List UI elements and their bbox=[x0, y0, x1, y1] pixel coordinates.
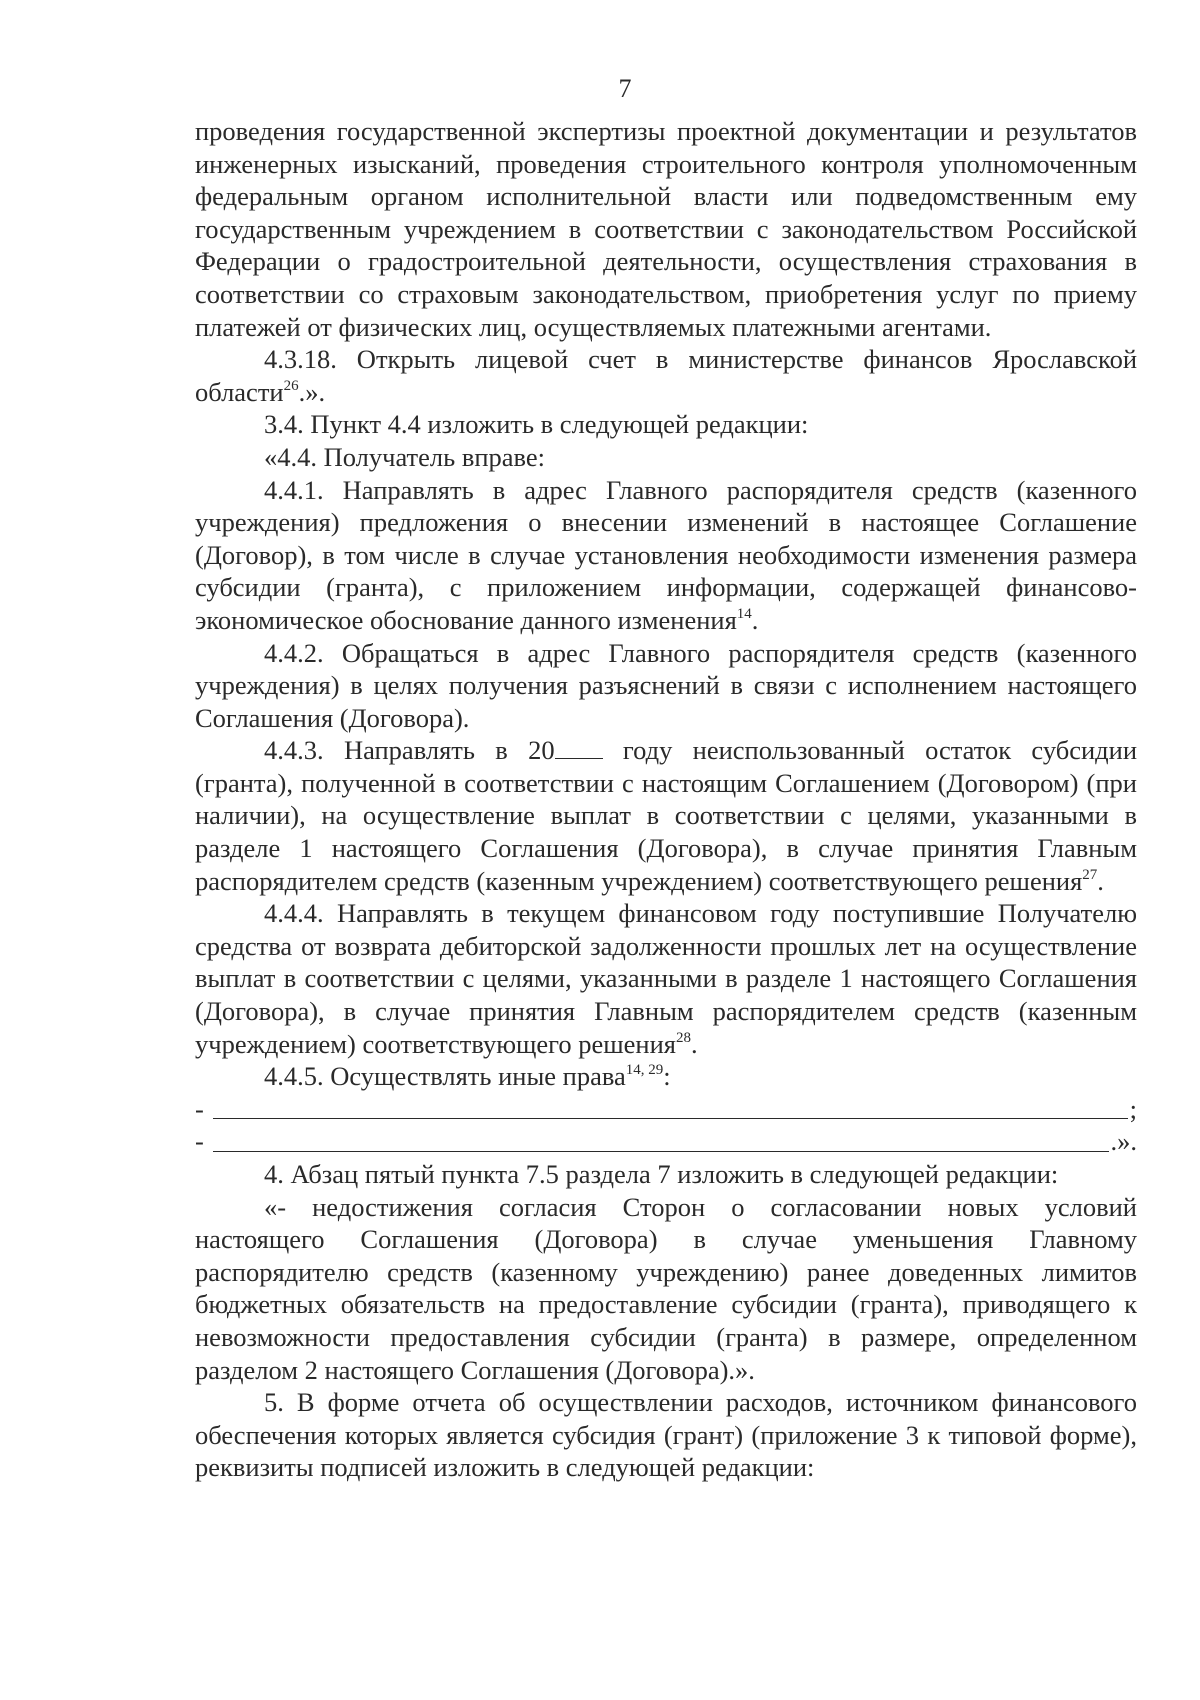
underline-rule bbox=[213, 1118, 1128, 1119]
paragraph-3-4: 3.4. Пункт 4.4 изложить в следующей редакции: bbox=[264, 409, 809, 440]
paragraph-4-4-1: 4.4.1. Направлять в адрес Главного распорядителя средств (казенного учреждения) предложения о внесении изменений в настоящее Соглашение (Договор), в том числе в случае установления необходимости изменения размера субсидии (гранта), с приложением информации, содержащей финансово-экономическое обоснование данного изменения$^{14}$. bbox=[195, 474, 1137, 635]
underline-rule bbox=[213, 1151, 1109, 1152]
paragraph-4-4-3: 4.4.3. Направлять в 20 году неиспользованный остаток субсидии (гранта), полученной в соответствии с настоящим Соглашением (Договором) (при наличии), на осуществление выплат в соответствии с целями, указанными в разделе 1 настоящего Соглашения (Договора), в случае принятия Главным распорядителем средств (казенным учреждением) соответствующего решения$^{27}$. bbox=[195, 735, 1138, 896]
paragraph-continuation: проведения государственной экспертизы проектной документации и результатов инженерных изысканий, проведения строительного контроля уполномоченным федеральным органом исполнительной власти или подведомственным ему государственным учреждением в соответствии с законодательством Российской Федерации о градостроительной деятельности, осуществления страхования в соответствии со страховым законодательством, приобретения услуг по приему платежей от физических лиц, осуществляемых платежными агентами. bbox=[195, 116, 1137, 342]
paragraph-4-4-4: 4.4.4. Направлять в текущем финансовом году поступившие Получателю средства от возврата дебиторской задолженности прошлых лет на осуществление выплат в соответствии с целями, указанными в разделе 1 настоящего Соглашения (Договора), в случае принятия Главным распорядителем средств (казенным учреждением) соответствующего решения$^{28}$. bbox=[195, 898, 1137, 1059]
paragraph-4-3-18: 4.3.18. Открыть лицевой счет в министерстве финансов Ярославской области$^{26}$.». bbox=[195, 344, 1137, 407]
document-body bbox=[195, 115, 1137, 1484]
blank-fill-line: - .». bbox=[195, 1126, 1137, 1157]
paragraph-5: 5. В форме отчета об осуществлении расходов, источником финансового обеспечения которых является субсидия (грант) (приложение 3 к типовой форме), реквизиты подписей изложить в следующей редакции: bbox=[195, 1387, 1137, 1483]
page-number: 7 bbox=[618, 74, 632, 103]
footnote-ref: 28 bbox=[676, 1029, 691, 1046]
paragraph-quoted-amendment: «- недостижения согласия Сторон о согласовании новых условий настоящего Соглашения (Договора) в случае уменьшения Главному распорядителю средств (казенному учреждению) ранее доведенных лимитов бюджетных обязательств на предоставление субсидии (гранта), приводящего к невозможности предоставления субсидии (гранта) в размере, определенном разделом 2 настоящего Соглашения (Договора).». bbox=[195, 1191, 1137, 1385]
paragraph-4-4-2: 4.4.2. Обращаться в адрес Главного распорядителя средств (казенного учреждения) в целях получения разъяснений в связи с исполнением настоящего Соглашения (Договора). bbox=[195, 637, 1137, 733]
paragraph-4-4: «4.4. Получатель вправе: bbox=[264, 441, 546, 472]
footnote-ref: 14, 29 bbox=[625, 1062, 664, 1079]
paragraph-4: 4. Абзац пятый пункта 7.5 раздела 7 изложить в следующей редакции: bbox=[264, 1159, 1059, 1189]
footnote-ref: 27 bbox=[1082, 866, 1098, 883]
year-blank-line bbox=[555, 738, 603, 759]
footnote-ref: 14 bbox=[736, 605, 752, 622]
blank-fill-line: - ; bbox=[195, 1093, 1137, 1124]
paragraph-4-4-5: 4.4.5. Осуществлять иные права$^{14, 29}$: bbox=[264, 1061, 671, 1092]
footnote-ref: 26 bbox=[283, 377, 299, 394]
